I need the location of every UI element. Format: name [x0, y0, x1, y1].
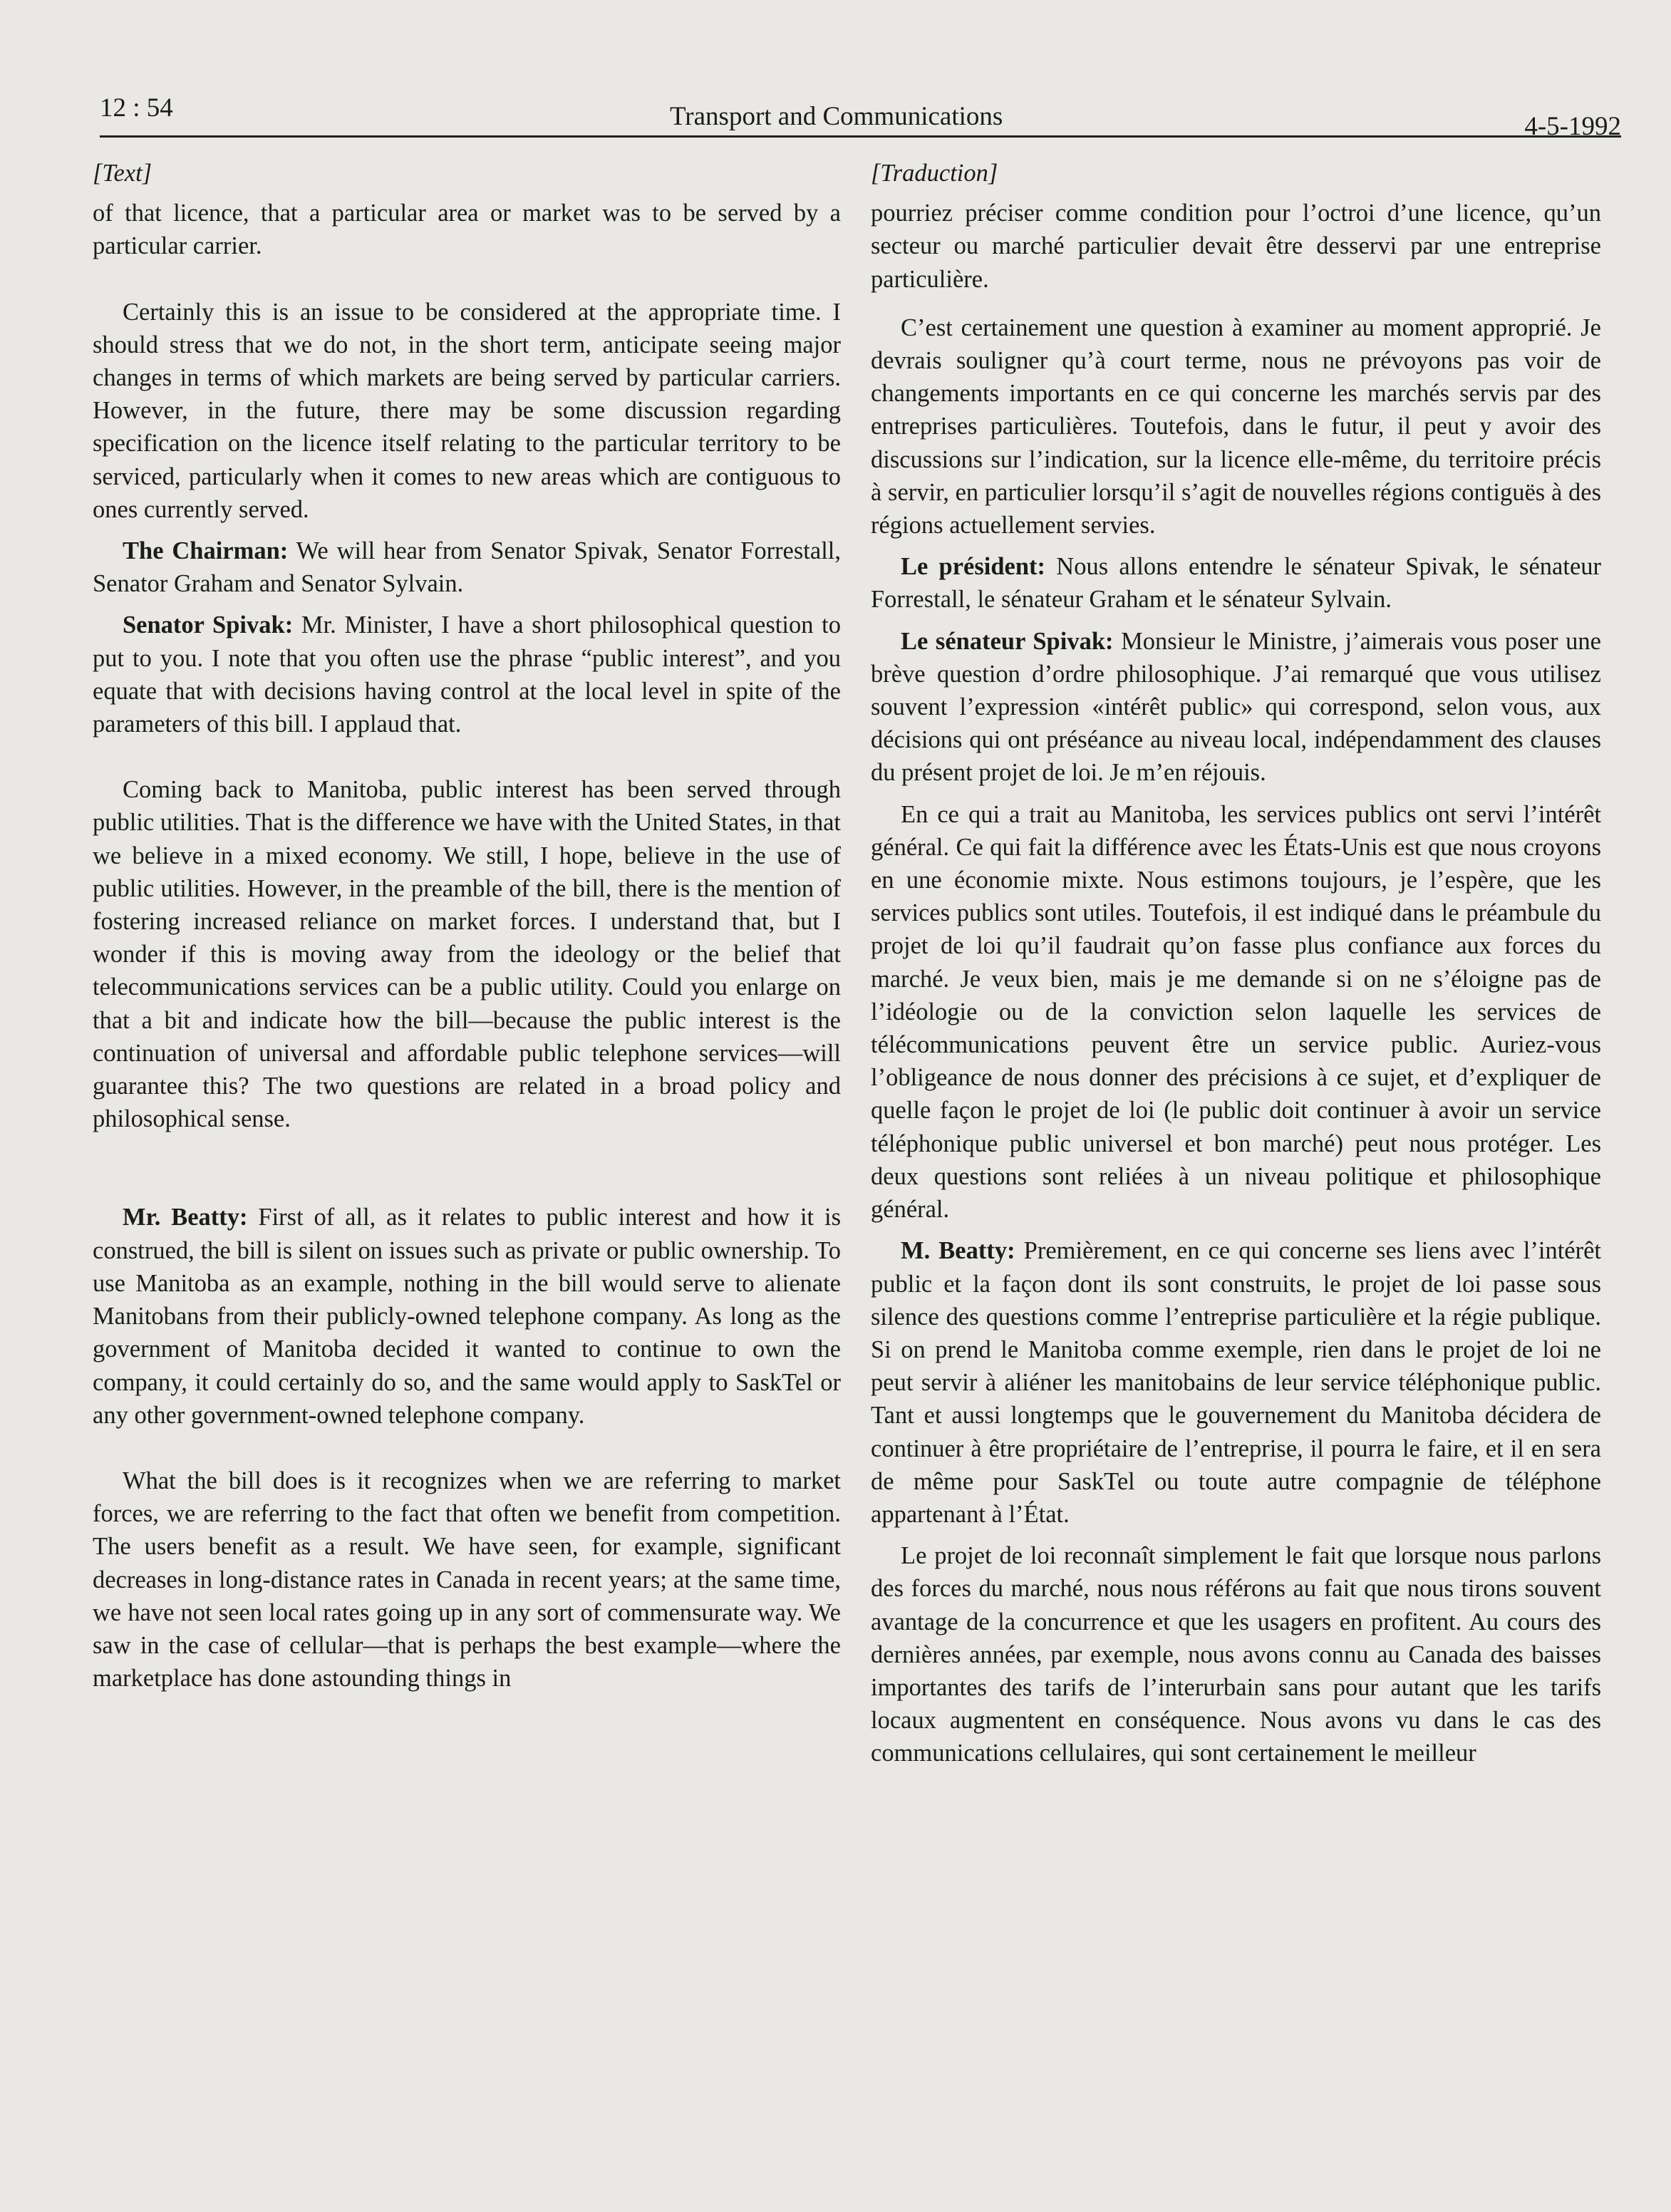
running-title: Transport and Communications	[670, 102, 1003, 131]
paragraph	[871, 625, 1601, 790]
paragraph: What the bill does is it recognizes when we are referring to market forces, we are referring to the fact that often we benefit from competition. The users benefit as a result. We have seen, for example, significant decreases in long-distance rates in Canada in recent years; at the same time, we have not seen local rates going up in any sort of commensurate way. We saw in the case of cellular—that is perhaps the best example—where the marketplace has done astounding things in	[93, 1467, 841, 1692]
paragraph: En ce qui a trait au Manitoba, les services publics ont servi l’intérêt général. Ce qui fait la différence avec les États-Unis est que nous croyons en une économie mixte. Nous estimons toujours, je l’espère, que les services publics sont utiles. Toutefois, il est indiqué dans le préambule du projet de loi qu’il faudrait qu’on fasse plus confiance aux forces du marché. Je veux bien, mais je me demande si on ne s’éloigne pas de l’idéologie ou de la conviction selon laquelle les services de télécommunications peuvent être un service public. Auriez-vous l’obligeance de nous donner des précisions à ce sujet, et d’expliquer de quelle façon le projet de loi (le public doit continuer à avoir un service téléphonique public universel et bon marché) peut nous protéger. Les deux questions sont reliées à un niveau politique et philosophique général.	[871, 800, 1601, 1224]
speaker-name: Le sénateur Spivak:	[901, 627, 1114, 655]
paragraph: C’est certainement une question à examiner au moment approprié. Je devrais souligner qu’à court terme, nous ne prévoyons pas voir de changements importants en ce qui concerne les marchés servis par des entreprises particulières. Toutefois, dans le futur, il peut y avoir des discussions sur l’indication, sur la licence elle-même, du territoire précis à servir, en particulier lorsqu’il s’agit de nouvelles régions contiguës à des régions actuellement servies.	[871, 314, 1601, 539]
paragraph: Le projet de loi reconnaît simplement le fait que lorsque nous parlons des forces du marché, nous nous référons au fait que nous tirons souvent avantage de la concurrence et que les usagers en profitent. Au cours des dernières années, par exemple, nous avons connu au Canada des baisses importantes des tarifs de l’interurbain sans pour autant que les tarifs locaux augmentent en conséquence. Nous avons vu dans le cas des communications cellulaires, qui sont certainement le meilleur	[871, 1542, 1601, 1767]
speaker-name: Mr. Beatty:	[123, 1204, 248, 1231]
speech-text: Premièrement, en ce qui concerne ses liens avec l’intérêt public et la façon dont ils sont construits, le projet de loi passe sous silence des questions comme l’entreprise particulière et la régie publique. Si on prend le Manitoba comme exemple, rien dans le projet de loi ne peut servir à aliéner les manitobains de leur service téléphonique public. Tant et aussi longtemps que le gouvernement du Manitoba décidera de continuer à être propriétaire de l’entreprise, il pourra le faire, et il en sera de même pour SaskTel ou toute autre compagnie de téléphone appartenant à l’État.	[871, 1237, 1601, 1528]
page-number: 12 : 54	[100, 93, 173, 123]
paragraph	[93, 1201, 841, 1431]
paragraph: pourriez préciser comme condition pour l’octroi d’une licence, qu’un secteur ou marché particulier devait être desservi par une entreprise particulière.	[871, 200, 1601, 293]
speech-text: Nous allons entendre le sénateur Spivak, le sénateur Forrestall, le sénateur Graham et le sénateur Sylvain.	[871, 553, 1601, 614]
speaker-name: Senator Spivak:	[123, 611, 294, 639]
paragraph	[93, 534, 841, 600]
page-date: 4-5-1992	[1524, 112, 1621, 141]
speech-text: First of all, as it relates to public interest and how it is construed, the bill is silent on issues such as private or public ownership. To use Manitoba as an example, nothing in the bill would serve to alienate Manitobans from their publicly-owned telephone company. As long as the government of Manitoba decided it wanted to continue to own the company, it could certainly do so, and the same would apply to SaskTel or any other government-owned telephone company.	[93, 1204, 842, 1429]
english-column	[93, 157, 841, 1695]
paragraph: of that licence, that a particular area or market was to be served by a particular carrier.	[93, 200, 841, 260]
language-tag: [Text]	[93, 160, 152, 187]
speech-text: We will hear from Senator Spivak, Senator Forrestall, Senator Graham and Senator Sylvain.	[93, 537, 841, 598]
speaker-name: The Chairman:	[123, 537, 289, 565]
paragraph	[93, 609, 841, 740]
french-column	[871, 157, 1601, 1770]
paragraph	[871, 1234, 1601, 1531]
paragraph: Coming back to Manitoba, public interest has been served through public utilities. That is the difference we have with the United States, in that we believe in a mixed economy. We still, I hope, believe in the use of public utilities. However, in the preamble of the bill, there is the mention of fostering increased reliance on market forces. I understand that, but I wonder if this is moving away from the ideology or the belief that telecommunications services can be a public utility. Could you enlarge on that a bit and indicate how the bill—because the public interest is the continuation of universal and affordable public telephone services—will guarantee this? The two questions are related in a broad policy and philosophical sense.	[93, 776, 841, 1133]
paragraph: Certainly this is an issue to be considered at the appropriate time. I should stress that we do not, in the short term, anticipate seeing major changes in terms of which markets are being served by particular carriers. However, in the future, there may be some discussion regarding specification on the licence itself relating to the particular territory to be serviced, particularly when it comes to new areas which are contiguous to ones currently served.	[93, 298, 841, 523]
page-header	[100, 84, 1621, 141]
language-tag: [Traduction]	[871, 160, 998, 187]
speech-text: Monsieur le Ministre, j’aimerais vous poser une brève question d’ordre philosophique. J’ai remarqué que vous utilisez souvent l’expression «intérêt public» qui correspond, selon vous, aux décisions qui ont préséance au niveau local, indépendamment des clauses du présent projet de loi. Je m’en réjouis.	[871, 627, 1601, 787]
speaker-name: M. Beatty:	[901, 1237, 1015, 1265]
speech-text: Mr. Minister, I have a short philosophical question to put to you. I note that you often use the phrase “public interest”, and you equate that with decisions having control at the local level in spite of the parameters of this bill. I applaud that.	[93, 611, 841, 738]
paragraph	[871, 550, 1601, 616]
speaker-name: Le président:	[901, 553, 1046, 581]
